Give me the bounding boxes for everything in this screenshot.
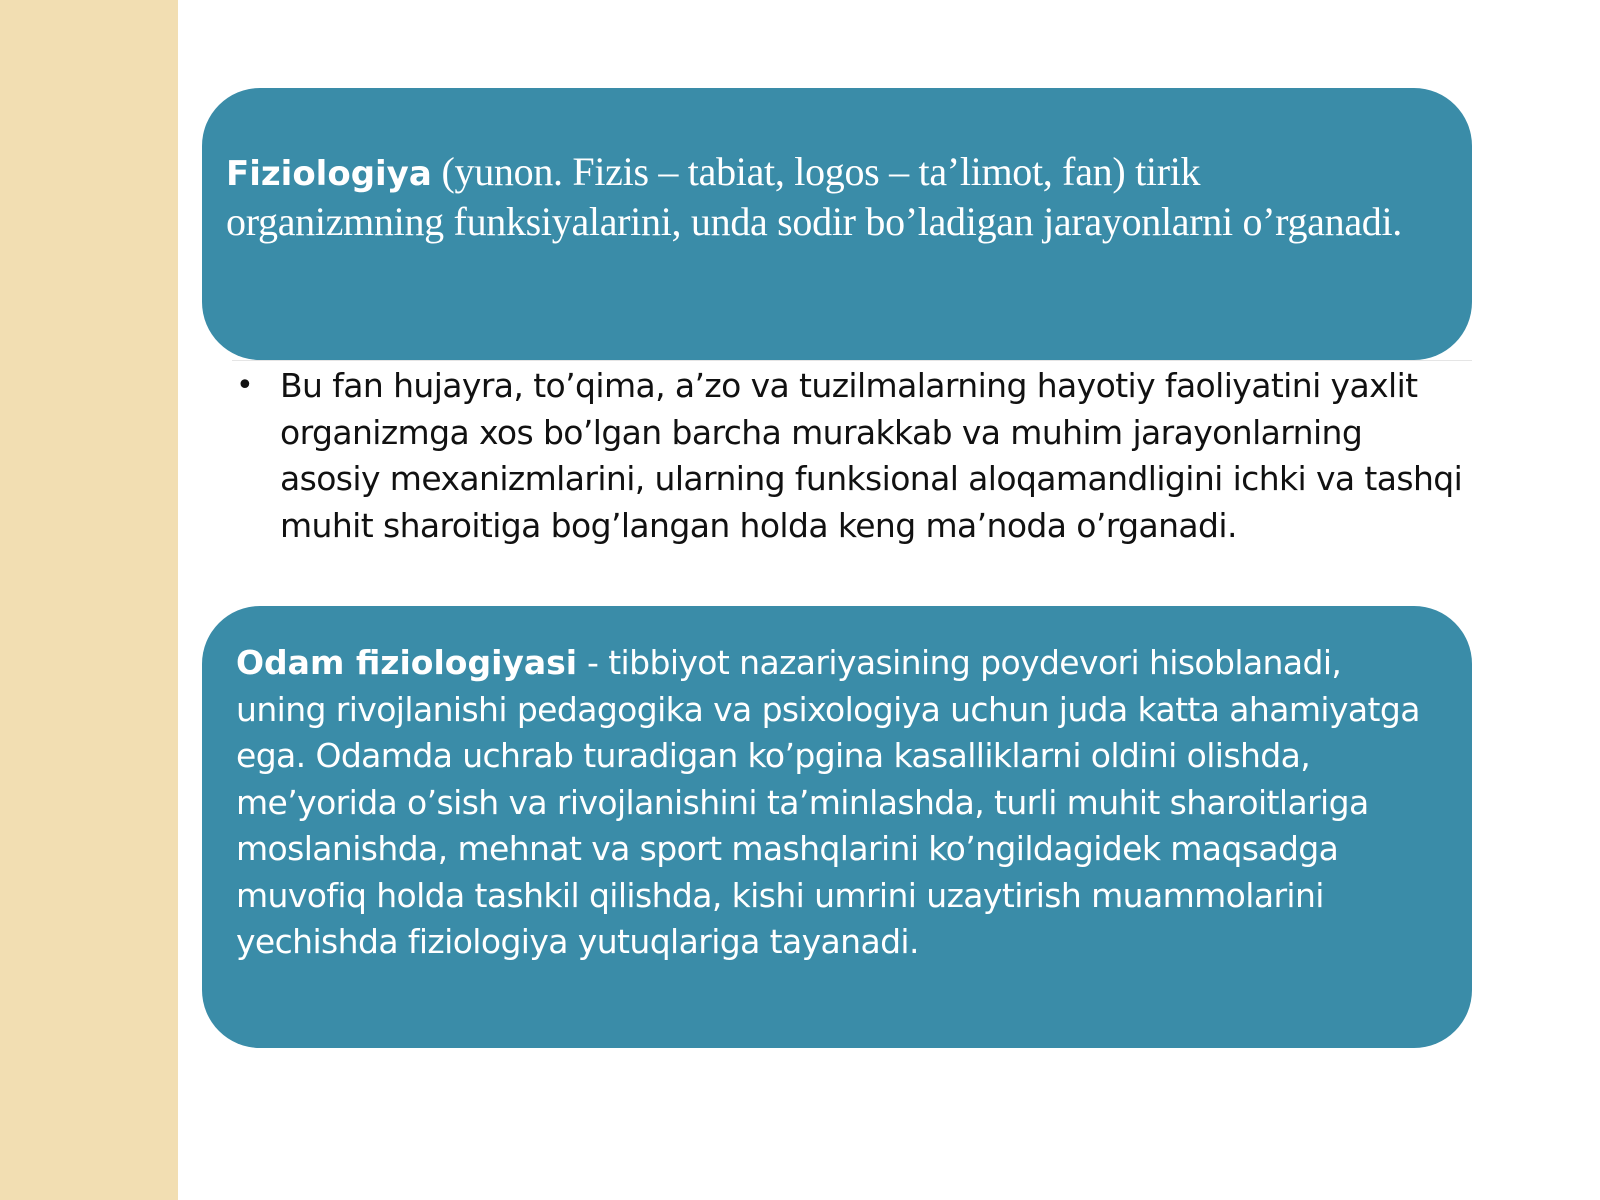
definition-text: (yunon. Fizis – tabiat, logos – ta’limot, fan) tirik organizmning funksiyalarini, unda sodir bo’ladigan jarayonlarni o’rganadi. bbox=[226, 149, 1403, 244]
definition-box bbox=[202, 88, 1472, 360]
definition-term: Fiziologiya bbox=[226, 154, 432, 194]
bullet-text: Bu fan hujayra, to’qima, a’zo va tuzilmalarning hayotiy faoliyatini yaxlit organizmga xos bo’lgan barcha murakkab va muhim jarayonlarning asosiy mexanizmlarini, ularning funksional aloqamandligini ichki va tashqi muhit sharoitiga bog’langan holda keng ma’noda o’rganadi. bbox=[280, 366, 1463, 545]
divider-line bbox=[232, 360, 1472, 361]
human-physiology-text: - tibbiyot nazariyasining poydevori hisoblanadi, uning rivojlanishi pedagogika va psixologiya uchun juda katta ahamiyatga ega. Odamda uchrab turadigan ko’pgina kasalliklarni oldini olishda, me’yorida o’sish va rivojlanishini ta’minlashda, turli muhit sharoitlariga moslanishda, mehnat va sport mashqlarini ko’ngildagidek maqsadga muvofiq holda tashkil qilishda, kishi umrini uzaytirish muammolarini yechishda fiziologiya yutuqlariga tayanadi. bbox=[236, 643, 1420, 961]
side-bar bbox=[0, 0, 178, 1200]
human-physiology-box bbox=[202, 606, 1472, 1048]
human-physiology-term: Odam fiziologiyasi bbox=[236, 643, 578, 682]
bullet-marker: • bbox=[236, 368, 254, 403]
